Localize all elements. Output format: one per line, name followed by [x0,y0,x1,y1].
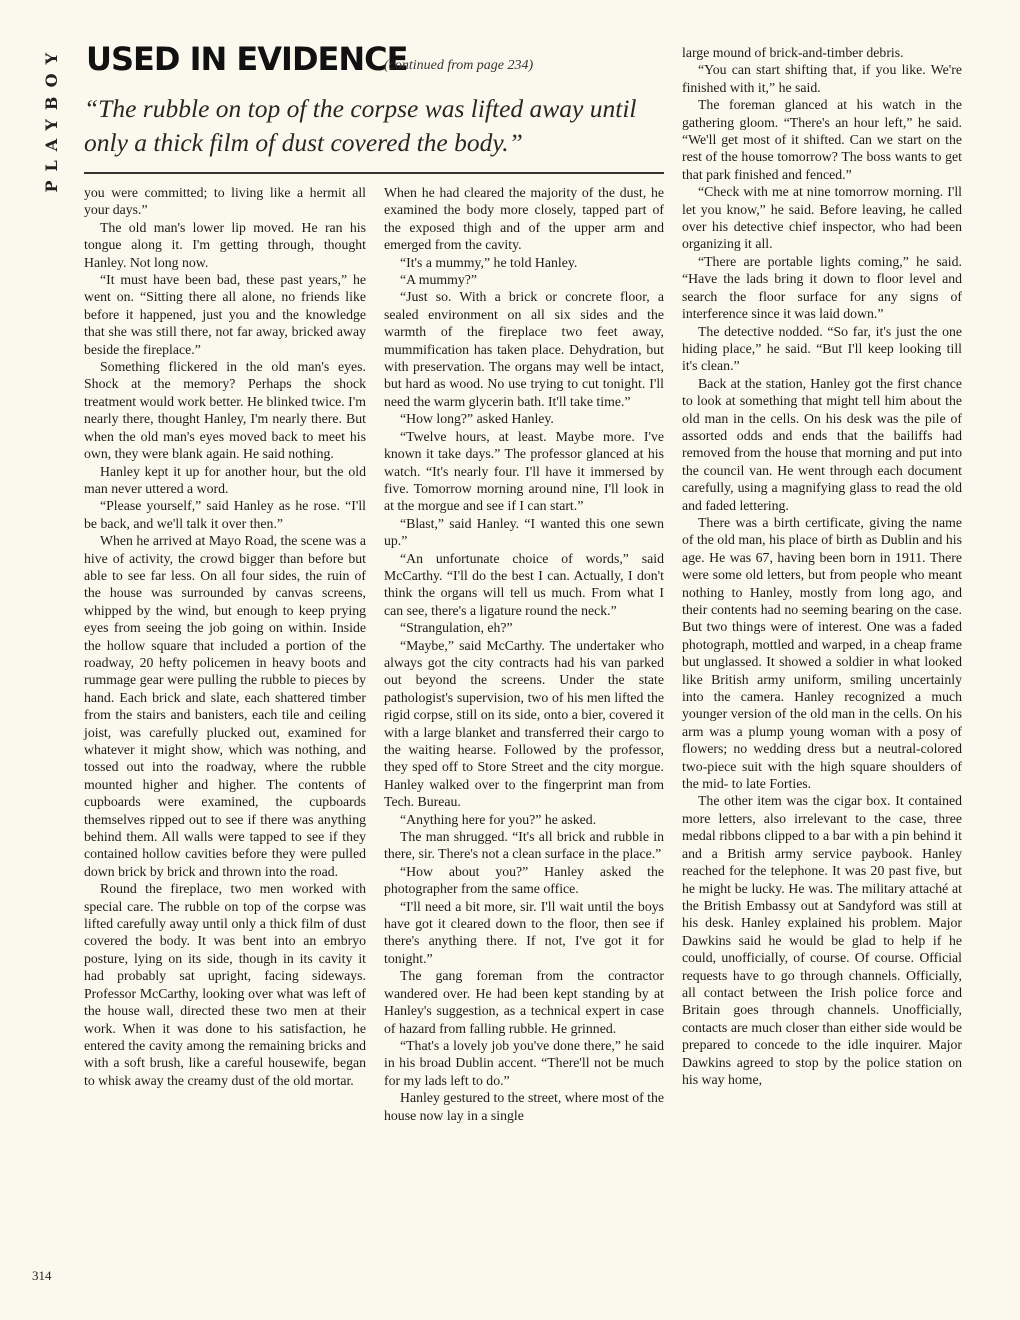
paragraph: The detective nodded. “So far, it's just the one hiding place,” he said. “But I'll keep looking till it's clean.” [682,323,962,374]
paragraph: “Strangulation, eh?” [400,620,513,636]
paragraph: “Blast,” said Hanley. “I wanted this one sewn up.” [384,515,664,549]
magazine-name: PLAYBOY [42,44,61,193]
continued-note: (continued from page 234) [384,58,534,73]
paragraph: “Anything here for you?” he asked. [400,811,597,827]
paragraph: “It's a mummy,” he told Hanley. [400,254,578,270]
paragraph: “I'll need a bit more, sir. I'll wait until the boys have got it cleared down to the floor, then see if there's anything there. If not, I've got it for tonight.” [384,898,664,966]
paragraph: “How long?” asked Hanley. [400,411,554,427]
paragraph: “It must have been bad, these past years,” he went on. “Sitting there all alone, no friends like before it happened, just you and the knowledge that she was still there, not far away, bricked away beside the fireplace.” [84,272,366,357]
paragraph: Back at the station, Hanley got the first chance to look at something that might tell him about the old man in the cells. On his desk was the pile of assorted odds and ends that the bailiffs had removed from the house that morning and put into the council van. He went through each document carefully, using a magnifying glass to read the old and faded lettering. [682,375,962,513]
paragraph: The old man's lower lip moved. He ran his tongue along it. I'm getting through, thought Hanley. Not long now. [84,219,366,270]
text-column-3 [682,44,962,1088]
paragraph: Hanley kept it up for another hour, but the old man never uttered a word. [84,463,366,496]
paragraph: “How about you?” Hanley asked the photographer from the same office. [384,863,664,897]
paragraph: “An unfortunate choice of words,” said McCarthy. “I'll do the best I can. Actually, I don't think the organs will tell us much. From what I can see, there's a ligature round the neck.” [384,550,664,618]
page-number: 314 [32,1268,52,1283]
paragraph: “Maybe,” said McCarthy. The undertaker who always got the city contracts had his van parked out beyond the screens. Under the state pathologist's supervision, two of his men lifted the rigid corpse, still on its side, onto a bier, covered it with a large blanket and transferred their cargo to the waiting hearse. Followed by the professor, they sped off to Store Street and the city morgue. Hanley walked over to the fingerprint man from Tech. Bureau. [384,637,664,810]
paragraph: When he had cleared the majority of the dust, he examined the body more closely, tapped part of the exposed thigh and of the upper arm and emerged from the cavity. [384,185,664,253]
pull-quote: “The rubble on top of the corpse was lifted away until only a thick film of dust covered the body.” [84,94,637,157]
paragraph: Hanley gestured to the street, where most of the house now lay in a single [384,1090,664,1123]
paragraph: you were committed; to living like a hermit all your days.” [84,185,366,218]
paragraph: The foreman glanced at his watch in the gathering gloom. “There's an hour left,” he said. “We'll get most of it shifted. Can we start on the rest of the house tomorrow? The boss wants to get that park finished and fenced.” [682,97,962,182]
paragraph: “A mummy?” [400,272,478,288]
paragraph: Round the fireplace, two men worked with special care. The rubble on top of the corpse was lifted carefully away until only a thick film of dust covered the body. It was bent into an embryo posture, lying on its side, though in its cavity it had probably sat upright, facing sideways. Professor McCarthy, looking over what was left of the house wall, directed these two men at their work. When it was done to his satisfaction, he entered the cavity among the remaining bricks and with a soft brush, like a careful housewife, began to whisk away the creamy dust of the old mortar. [84,881,366,1088]
paragraph: “Please yourself,” said Hanley as he rose. “I'll be back, and we'll talk it over then.” [84,498,366,531]
article-title: USED IN EVIDENCE [86,40,408,78]
paragraph: The other item was the cigar box. It contained more letters, also irrelevant to the case, three medal ribbons clipped to a bar with a pin behind it and a British army service paybook. Hanley reached for the telephone. It was 20 past five, but he might be lucky. He was. The military attaché at the British Embassy out at Sandyford was still at his desk. Hanley explained his problem. Major Dawkins said he would be glad to help if he could, unofficially, of course. Of course. Official requests have to go through channels. Officially, all contact between the Irish police force and Britain goes through channels. Unofficially, contacts are much closer than either side would be prepared to concede to the idle inquirer. Major Dawkins agreed to stop by the police station on his way home, [682,793,962,1087]
paragraph: “That's a lovely job you've done there,” he said in his broad Dublin accent. “There'll not be much for my lads left to do.” [384,1037,664,1088]
paragraph: When he arrived at Mayo Road, the scene was a hive of activity, the crowd bigger than before but able to see far less. On all four sides, the ruin of the house was surrounded by canvas screens, whipped by the wind, but enough to keep prying eyes from seeing the job going on within. Inside the hollow square that included a portion of the roadway, 20 hefty policemen in heavy boots and rummage gear were pulling the rubble to pieces by hand. Each brick and slate, each shattered timber from the stairs and banisters, each tile and ceiling joist, was carefully plucked out, examined for whatever it might show, which was nothing, and tossed out into the roadway, where the rubble mounted higher and higher. The contents of cupboards were examined, the cupboards themselves ripped out to see if there was anything behind them. All walls were tapped to see if they contained hollow cavities before they were pulled down brick by brick and thrown into the road. [84,533,366,879]
divider-rule [84,172,664,174]
paragraph: “Check with me at nine tomorrow morning. I'll let you know,” he said. Before leaving, he called over his detective chief inspector, who had been organizing it all. [682,184,962,252]
paragraph: “Just so. With a brick or concrete floor, a sealed environment on all six sides and the warmth of the fireplace two feet away, mummification has taken place. Dehydration, but with preservation. The organs may well be intact, but hard as wood. No use trying to cut tonight. I'll need the warm glycerin bath. It'll take time.” [384,289,664,409]
paragraph: “There are portable lights coming,” he said. “Have the lads bring it down to floor level and search the floor surface for any signs of interference since it was laid down.” [682,253,962,322]
paragraph: “Twelve hours, at least. Maybe more. I've known it take days.” The professor glanced at his watch. “It's nearly four. I'll have it immersed by five. Tomorrow morning around nine, I'll look in at the morgue and see if I can start.” [384,428,664,514]
paragraph: The gang foreman from the contractor wandered over. He had been kept standing by at Hanley's suggestion, as a technical expert in case of hazard from falling rubble. He grinned. [384,968,664,1036]
paragraph: The man shrugged. “It's all brick and rubble in there, sir. There's not a clean surface in the place.” [384,829,664,862]
text-column-2 [384,184,664,1124]
paragraph: There was a birth certificate, giving the name of the old man, his place of birth as Dublin and his age. He was 67, having been born in 1911. There were some old letters, but from people who meant nothing to Hanley, mostly from long ago, and their contents had no seeming bearing on the case. But two things were of interest. One was a faded photograph, mottled and warped, in a cheap frame but unglassed. It showed a soldier in what looked like British army uniform, smiling uncertainly into the camera. Hanley recognized a much younger version of the old man in the cells. On his arm was a plump young woman with a posy of flowers; no wedding dress but a neutral-colored two-piece suit with the high square shoulders of the mid- to late Forties. [682,514,962,792]
paragraph: large mound of brick-and-timber debris. [682,45,904,60]
paragraph: “You can start shifting that, if you like. We're finished with it,” he said. [682,62,962,95]
paragraph: Something flickered in the old man's eyes. Shock at the memory? Perhaps the shock treatment would work better. He blinked twice. I'm nearly there, thought Hanley, I'm nearly there. But when the old man's eyes moved back to meet his own, they were blank again. He said nothing. [84,359,366,462]
text-column-1 [84,184,366,1089]
